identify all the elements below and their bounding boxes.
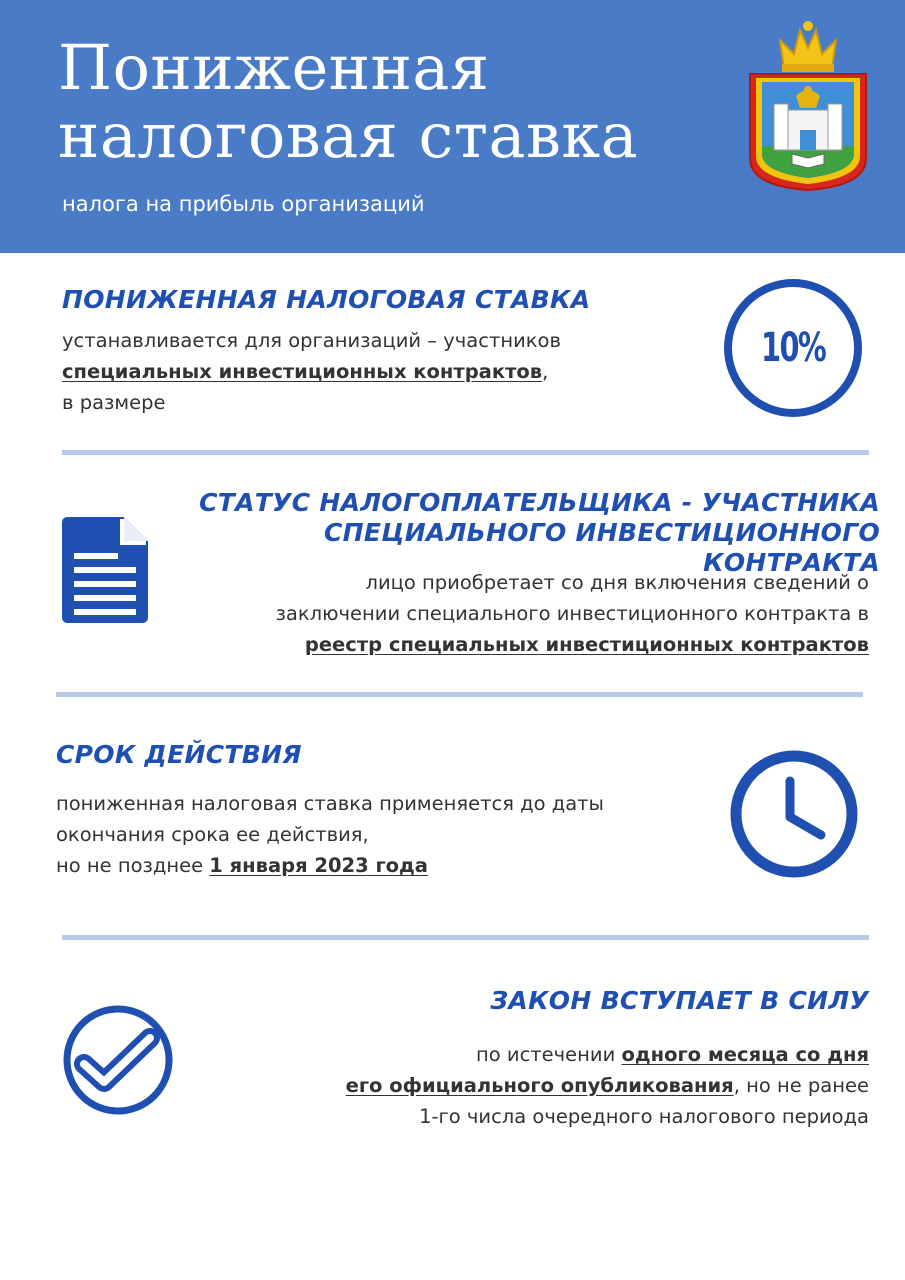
document-icon bbox=[62, 517, 148, 623]
section-text-law-effective bbox=[229, 1039, 869, 1132]
section-heading-validity: СРОК ДЕЙСТВИЯ bbox=[56, 740, 302, 769]
section-heading-reduced-rate: ПОНИЖЕННАЯ НАЛОГОВАЯ СТАВКА bbox=[62, 285, 591, 314]
deadline-date-text: 1 января 2023 года bbox=[209, 854, 428, 877]
page-subtitle: налога на прибыль организаций bbox=[62, 192, 425, 216]
validity-line-3-start: но не позднее bbox=[56, 854, 210, 877]
section-divider-2 bbox=[56, 692, 863, 697]
law-effective-line-3: 1-го числа очередного налогового периода bbox=[419, 1105, 869, 1128]
section-text-reduced-rate bbox=[62, 325, 682, 418]
clock-icon bbox=[729, 749, 859, 879]
taxpayer-status-line-2: заключении специального инвестиционного контракта в bbox=[275, 602, 869, 625]
section-text-taxpayer-status bbox=[169, 567, 869, 660]
rate-badge bbox=[724, 279, 862, 417]
section-divider-3 bbox=[62, 935, 869, 940]
title-line-1: Пониженная bbox=[58, 31, 490, 104]
title-line-2: налоговая ставка bbox=[58, 99, 639, 172]
reduced-rate-line-2-tail: , bbox=[542, 360, 549, 383]
header-banner bbox=[0, 0, 905, 253]
section-divider-1 bbox=[62, 450, 869, 455]
one-month-text: одного месяца со дня bbox=[621, 1043, 869, 1066]
reduced-rate-line-3: в размере bbox=[62, 391, 166, 414]
page-title bbox=[58, 31, 639, 172]
law-effective-line-1-start: по истечении bbox=[476, 1043, 622, 1066]
coat-of-arms-icon bbox=[744, 18, 872, 194]
reduced-rate-line-1: устанавливается для организаций – участников bbox=[62, 329, 561, 352]
spic-link-text: специальных инвестиционных контрактов bbox=[62, 360, 543, 383]
validity-line-2: окончания срока ее действия, bbox=[56, 823, 369, 846]
registry-link-text: реестр специальных инвестиционных контрактов bbox=[304, 633, 869, 656]
section-heading-taxpayer-status bbox=[180, 488, 880, 578]
section-text-validity bbox=[56, 788, 696, 881]
rate-value: 10% bbox=[760, 325, 826, 371]
official-publication-text: его официального опубликования bbox=[345, 1074, 734, 1097]
validity-line-1: пониженная налоговая ставка применяется до даты bbox=[56, 792, 604, 815]
law-effective-line-2-tail: , но не ранее bbox=[733, 1074, 869, 1097]
taxpayer-status-heading-line-1: СТАТУС НАЛОГОПЛАТЕЛЬЩИКА - УЧАСТНИКА bbox=[199, 488, 880, 517]
checkmark-icon bbox=[62, 1004, 174, 1116]
section-heading-law-effective: ЗАКОН ВСТУПАЕТ В СИЛУ bbox=[490, 986, 869, 1015]
taxpayer-status-line-1: лицо приобретает со дня включения сведений о bbox=[365, 571, 869, 594]
taxpayer-status-heading-line-2: СПЕЦИАЛЬНОГО ИНВЕСТИЦИОННОГО КОНТРАКТА bbox=[323, 518, 880, 577]
